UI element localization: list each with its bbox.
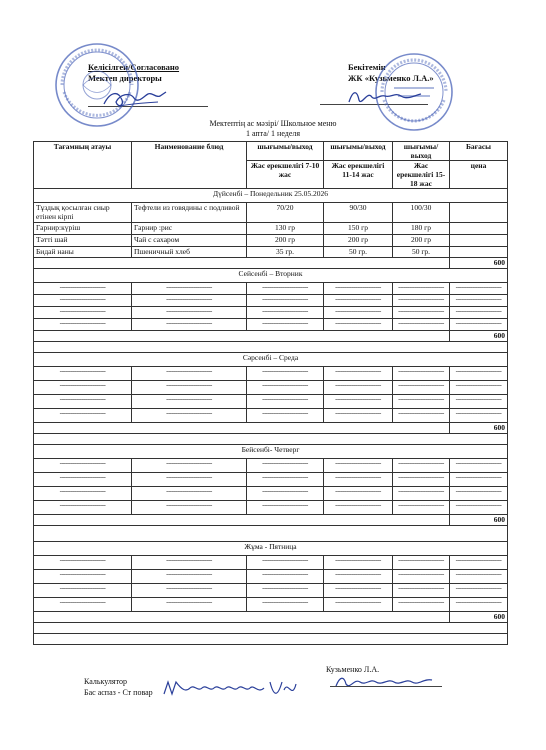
dish-ru: Гарнир :рис [132, 223, 247, 235]
name-signature-line [330, 686, 442, 687]
table-row: ------------------------- ------------------------- ------------------------- ------------------------- ------------------------- ------------------------- [34, 307, 508, 319]
table-row [34, 223, 508, 235]
cook-signature [160, 676, 300, 702]
spacer-row [34, 623, 508, 634]
yield-b: 200 гр [324, 235, 393, 247]
table-row: ------------------------- ------------------------- ------------------------- ------------------------- ------------------------- ------------------------- [34, 473, 508, 487]
age-1: Жас ерекшелігі 7-10 жас [247, 161, 324, 189]
table-row: ------------------------- ------------------------- ------------------------- ------------------------- ------------------------- ------------------------- [34, 319, 508, 331]
agreed-label: Келісілген/Согласовано [88, 62, 180, 72]
yield-a: 130 гр [247, 223, 324, 235]
table-row: ------------------------- ------------------------- ------------------------- ------------------------- ------------------------- ------------------------- [34, 381, 508, 395]
col-name-kz: Тағамның атауы [34, 142, 132, 189]
dish-ru: Чай с сахаром [132, 235, 247, 247]
yield-a: 200 гр [247, 235, 324, 247]
price-value: 600 [450, 515, 508, 526]
yield-a: 35 гр. [247, 247, 324, 258]
header-row [34, 142, 508, 161]
yield-c: 200 гр [393, 235, 450, 247]
table-row: ------------------------- ------------------------- ------------------------- ------------------------- ------------------------- ------------------------- [34, 395, 508, 409]
price-row [34, 515, 508, 526]
col-yield-2: шығымы/выход [324, 142, 393, 161]
approved-label: Бекітемін [348, 62, 386, 72]
spacer-row [34, 342, 508, 353]
table-row: ------------------------- ------------------------- ------------------------- ------------------------- ------------------------- ------------------------- [34, 501, 508, 515]
table-row: ------------------------- ------------------------- ------------------------- ------------------------- ------------------------- ------------------------- [34, 487, 508, 501]
footer-labels [84, 676, 153, 698]
title-line2: 1 апта/ 1 неделя [245, 129, 301, 138]
table-row: ------------------------- ------------------------- ------------------------- ------------------------- ------------------------- ------------------------- [34, 570, 508, 584]
price-value: 600 [450, 331, 508, 342]
calc-label: Калькулятор [84, 677, 127, 686]
day-row-friday [34, 542, 508, 556]
spacer-row [34, 634, 508, 645]
dish-kz: Тәтті шай [34, 235, 132, 247]
yield-c: 100/30 [393, 203, 450, 223]
table-row [34, 235, 508, 247]
table-row: ------------------------- ------------------------- ------------------------- ------------------------- ------------------------- ------------------------- [34, 598, 508, 612]
yield-b: 50 гр. [324, 247, 393, 258]
day-row-tuesday [34, 269, 508, 283]
col-name-ru: Наименование блюд [132, 142, 247, 189]
page-title [0, 119, 546, 139]
day-row-thursday [34, 445, 508, 459]
price-value: 600 [450, 423, 508, 434]
day-wednesday: Сәрсенбі – Среда [34, 353, 508, 367]
table-row: ------------------------- ------------------------- ------------------------- ------------------------- ------------------------- ------------------------- [34, 295, 508, 307]
age-3: Жас ерекшелігі 15-18 жас [393, 161, 450, 189]
spacer-row [34, 526, 508, 542]
table-row: ------------------------- ------------------------- ------------------------- ------------------------- ------------------------- ------------------------- [34, 556, 508, 570]
age-2: Жас ерекшелігі 11-14 жас [324, 161, 393, 189]
col-yield-1: шығымы/выход [247, 142, 324, 161]
title-line1: Мектептің ас мәзірі/ Школьное меню [209, 119, 337, 128]
table-row: ------------------------- ------------------------- ------------------------- ------------------------- ------------------------- ------------------------- [34, 584, 508, 598]
dish-ru: Тефтели из говядины с подливой [132, 203, 247, 223]
yield-a: 70/20 [247, 203, 324, 223]
menu-table [33, 141, 508, 645]
yield-c: 180 гр [393, 223, 450, 235]
day-monday: Дүйсенбі – Понедельник 25.05.2026 [34, 189, 508, 203]
cook-label: Бас аспаз - Ст повар [84, 688, 153, 697]
price-row [34, 423, 508, 434]
col-yield-3: шығымы/выход [393, 142, 450, 161]
price-row [34, 331, 508, 342]
agreed-role: Мектеп директоры [88, 73, 162, 83]
yield-b: 90/30 [324, 203, 393, 223]
yield-c: 50 гр. [393, 247, 450, 258]
dish-kz: Бидай наны [34, 247, 132, 258]
approved-who: ЖК «Кузьменко Л.А.» [348, 73, 434, 83]
col-price-kz: Бағасы [450, 142, 508, 161]
dish-kz: Гарнир:күріш [34, 223, 132, 235]
spacer-row [34, 434, 508, 445]
day-row-wednesday [34, 353, 508, 367]
day-friday: Жұма - Пятница [34, 542, 508, 556]
table-row: ------------------------- ------------------------- ------------------------- ------------------------- ------------------------- ------------------------- [34, 367, 508, 381]
price-value: 600 [450, 612, 508, 623]
day-row-monday [34, 189, 508, 203]
table-row: ------------------------- ------------------------- ------------------------- ------------------------- ------------------------- ------------------------- [34, 283, 508, 295]
dish-kz: Тұздық қосылған сиыр етінен кірпі [34, 203, 132, 223]
price-row [34, 612, 508, 623]
table-row: ------------------------- ------------------------- ------------------------- ------------------------- ------------------------- ------------------------- [34, 409, 508, 423]
director-signature [100, 84, 170, 114]
table-row [34, 203, 508, 223]
col-price-ru: цена [450, 161, 508, 189]
table-row: ------------------------- ------------------------- ------------------------- ------------------------- ------------------------- ------------------------- [34, 459, 508, 473]
yield-b: 150 гр [324, 223, 393, 235]
day-thursday: Бейсенбі- Четверг [34, 445, 508, 459]
footer-name: Кузьменко Л.А. [326, 665, 380, 674]
price-row [34, 258, 508, 269]
price-value: 600 [450, 258, 508, 269]
day-tuesday: Сейсенбі – Вторник [34, 269, 508, 283]
approver-signature [345, 86, 425, 110]
dish-ru: Пшеничный хлеб [132, 247, 247, 258]
table-row [34, 247, 508, 258]
name-signature [332, 670, 452, 692]
